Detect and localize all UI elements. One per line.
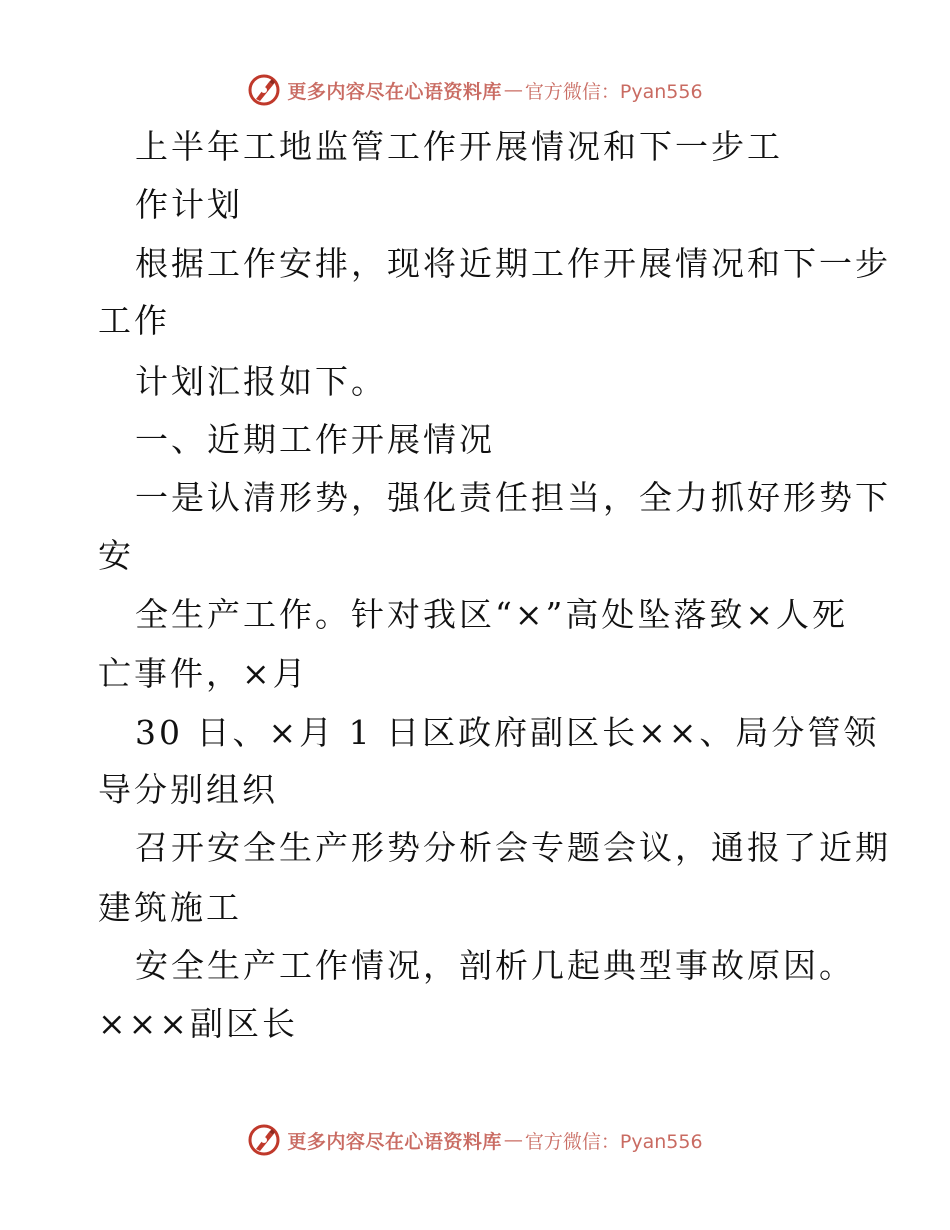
paragraph-line: 计划汇报如下。 <box>135 362 387 401</box>
paragraph-line: 30 日、×月 1 日区政府副区长××、局分管领 <box>135 713 880 752</box>
paragraph-line: 全生产工作。针对我区“×”高处坠落致×人死 <box>135 595 849 634</box>
document-title-line-2: 作计划 <box>135 185 243 224</box>
paragraph-line: 导分别组织 <box>98 770 278 809</box>
pen-logo-icon <box>247 73 281 107</box>
paragraph-line: 根据工作安排，现将近期工作开展情况和下一步 <box>135 244 891 283</box>
document-title-line-1: 上半年工地监管工作开展情况和下一步工 <box>135 127 783 166</box>
footer-wechat-text: 官方微信：Pyan556 <box>524 1130 703 1153</box>
paragraph-line: 安 <box>98 536 134 575</box>
paragraph-line: 亡事件，×月 <box>98 654 309 693</box>
paragraph-line: 召开安全生产形势分析会专题会议，通报了近期 <box>135 828 891 867</box>
paragraph-line: 一是认清形势，强化责任担当，全力抓好形势下 <box>135 478 891 517</box>
paragraph-line: 安全生产工作情况，剖析几起典型事故原因。 <box>135 946 855 985</box>
header-site-text: 更多内容尽在心语资料库 <box>287 80 502 103</box>
paragraph-line: 工作 <box>98 301 170 340</box>
paragraph-line: 建筑施工 <box>98 888 242 927</box>
section-heading: 一、近期工作开展情况 <box>135 420 495 459</box>
paragraph-line: ×××副区长 <box>98 1004 298 1043</box>
footer-watermark-banner <box>0 1120 950 1160</box>
header-wechat-text: 官方微信：Pyan556 <box>524 80 703 103</box>
pen-logo-icon <box>247 1123 281 1157</box>
header-separator: — <box>503 79 523 101</box>
footer-separator: — <box>503 1129 523 1151</box>
header-watermark-banner <box>0 70 950 110</box>
footer-site-text: 更多内容尽在心语资料库 <box>287 1130 502 1153</box>
